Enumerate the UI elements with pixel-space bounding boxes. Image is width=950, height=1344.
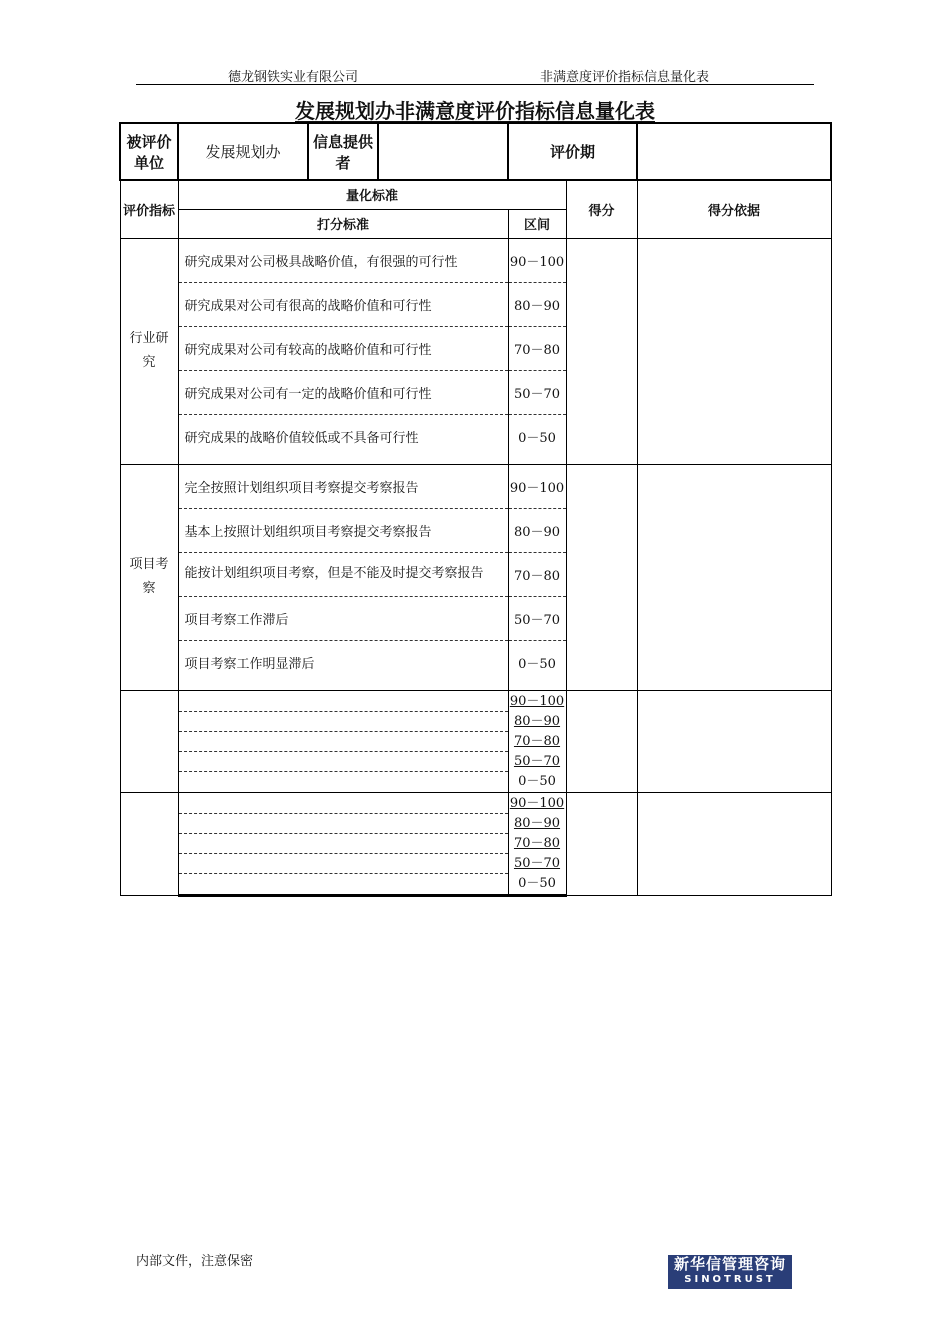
footer-note: 内部文件，注意保密: [136, 1254, 254, 1269]
range-value: 80－90: [509, 283, 566, 327]
criterion: 基本上按照计划组织项目考察提交考察报告: [179, 509, 508, 553]
empty-criterion[interactable]: [179, 752, 508, 772]
range-value: 80－90: [513, 815, 561, 831]
empty-criterion[interactable]: [179, 874, 508, 894]
range-value: 90－100: [509, 465, 566, 509]
period-label: 评价期: [508, 123, 637, 180]
basis-header: 得分依据: [637, 180, 831, 238]
sinotrust-logo: [668, 1255, 792, 1289]
range-header: 区间: [508, 209, 566, 238]
range-value: 80－90: [513, 713, 561, 729]
provider-label: 信息提供者: [308, 123, 378, 180]
empty-criterion[interactable]: [179, 834, 508, 854]
section-row: [120, 464, 831, 690]
range-value: 90－100: [509, 693, 565, 709]
empty-section-row: [120, 792, 831, 895]
range-value: 0－50: [518, 875, 556, 891]
header-doc-name: 非满意度评价指标信息量化表: [540, 70, 710, 85]
range-value: 70－80: [513, 835, 561, 851]
criterion: 能按计划组织项目考察，但是不能及时提交考察报告: [179, 553, 508, 597]
quant-standard-header: 量化标准: [178, 180, 566, 209]
score-cell[interactable]: [566, 464, 637, 690]
evaluation-table: [119, 122, 832, 897]
basis-cell[interactable]: [637, 690, 831, 792]
empty-criterion[interactable]: [179, 732, 508, 752]
score-header: 得分: [566, 180, 637, 238]
section-name-empty[interactable]: [120, 792, 178, 895]
range-value: 90－100: [509, 239, 566, 283]
header-rule: [136, 84, 814, 85]
logo-en: SINOTRUST: [684, 1274, 776, 1285]
criterion: 研究成果对公司有一定的战略价值和可行性: [179, 371, 508, 415]
section-name-empty[interactable]: [120, 690, 178, 792]
indicator-header: 评价指标: [120, 180, 178, 238]
page-title: 发展规划办非满意度评价指标信息量化表: [295, 99, 655, 123]
basis-cell[interactable]: [637, 792, 831, 895]
unit-label: 被评价单位: [120, 123, 178, 180]
section-name: 项目考察: [120, 464, 178, 690]
unit-value: 发展规划办: [178, 123, 308, 180]
range-value: 90－100: [509, 795, 565, 811]
criterion: 研究成果对公司有较高的战略价值和可行性: [179, 327, 508, 371]
empty-criterion[interactable]: [179, 794, 508, 814]
range-value: 0－50: [518, 773, 556, 789]
scoring-standard-header: 打分标准: [178, 209, 508, 238]
score-cell[interactable]: [566, 792, 637, 895]
section-row: [120, 238, 831, 464]
section-name: 行业研究: [120, 238, 178, 464]
logo-cn: 新华信管理咨询: [673, 1255, 786, 1273]
provider-value: [378, 123, 508, 180]
criterion: 完全按照计划组织项目考察提交考察报告: [179, 465, 508, 509]
basis-cell[interactable]: [637, 464, 831, 690]
range-value: 50－70: [509, 597, 566, 641]
empty-section-row: [120, 690, 831, 792]
criterion: 研究成果的战略价值较低或不具备可行性: [184, 431, 419, 446]
range-value: 50－70: [513, 855, 561, 871]
empty-criterion[interactable]: [179, 814, 508, 834]
header-company: 德龙钢铁实业有限公司: [228, 70, 359, 85]
score-cell[interactable]: [566, 690, 637, 792]
empty-criterion[interactable]: [179, 712, 508, 732]
score-cell[interactable]: [566, 238, 637, 464]
empty-criterion[interactable]: [179, 692, 508, 712]
period-value: [637, 123, 831, 180]
range-value: 80－90: [509, 509, 566, 553]
criterion: 项目考察工作明显滞后: [184, 657, 315, 672]
range-value: 50－70: [509, 371, 566, 415]
criterion: 研究成果对公司有很高的战略价值和可行性: [179, 283, 508, 327]
range-value: 70－80: [513, 733, 561, 749]
criterion: 项目考察工作滞后: [179, 597, 508, 641]
empty-criterion[interactable]: [179, 854, 508, 874]
range-value: 0－50: [518, 431, 556, 446]
empty-criterion[interactable]: [179, 772, 508, 792]
range-value: 70－80: [509, 553, 566, 597]
basis-cell[interactable]: [637, 238, 831, 464]
criterion: 研究成果对公司极具战略价值，有很强的可行性: [179, 239, 508, 283]
range-value: 70－80: [509, 327, 566, 371]
range-value: 50－70: [513, 753, 561, 769]
range-value: 0－50: [518, 657, 556, 672]
